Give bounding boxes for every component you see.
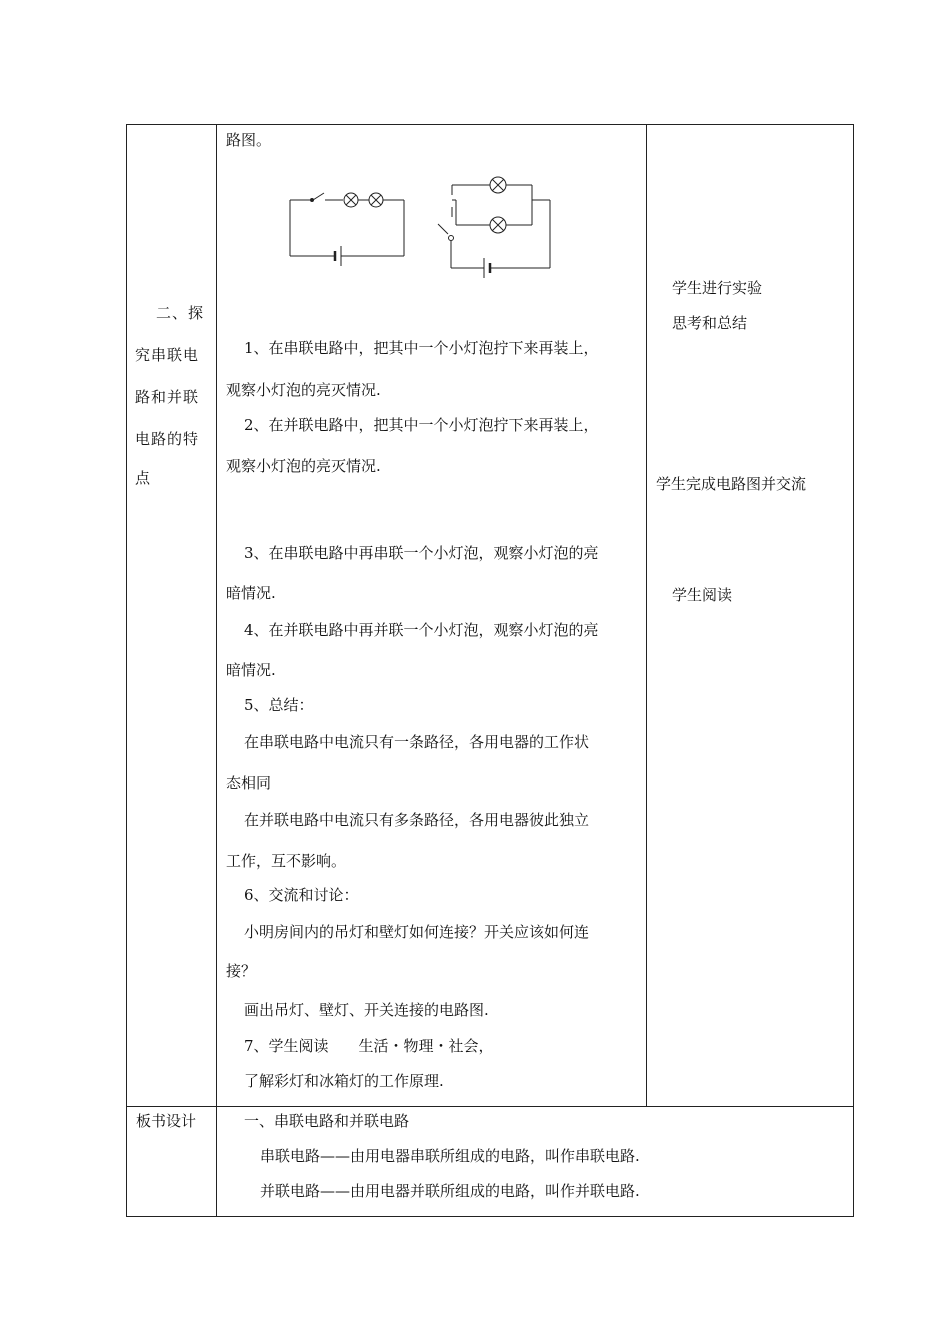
content-line: 画出吊灯、壁灯、开关连接的电路图. — [244, 1001, 489, 1019]
section-label-line: 二、探 — [156, 304, 205, 322]
content-line: 暗情况. — [226, 661, 276, 679]
section-label-line: 电路的特 — [135, 430, 200, 448]
content-line: 了解彩灯和冰箱灯的工作原理. — [244, 1072, 444, 1090]
content-line: 观察小灯泡的亮灭情况. — [226, 457, 381, 475]
board-design-label: 板书设计 — [136, 1112, 197, 1130]
board-line: 一、串联电路和并联电路 — [244, 1112, 410, 1130]
section-label-line: 点 — [135, 469, 152, 487]
board-line: 并联电路——由用电器并联所组成的电路，叫作并联电路. — [260, 1182, 640, 1200]
student-activity-line: 学生完成电路图并交流 — [656, 475, 807, 493]
section-label-line: 究串联电 — [135, 346, 200, 364]
student-activity-line: 学生进行实验 — [672, 279, 763, 297]
table-col-divider-2 — [646, 124, 647, 1107]
table-right-border — [853, 124, 854, 1217]
table-left-border — [126, 124, 127, 1217]
content-line: 3、在串联电路中再串联一个小灯泡，观察小灯泡的亮 — [244, 544, 599, 562]
circuit-diagrams — [280, 172, 580, 282]
content-line: 4、在并联电路中再并联一个小灯泡，观察小灯泡的亮 — [244, 621, 599, 639]
content-line: 7、学生阅读 生活・物理・社会， — [244, 1037, 494, 1055]
parallel-circuit-diagram — [438, 177, 550, 278]
content-line: 工作，互不影响。 — [226, 852, 347, 870]
series-circuit-diagram — [290, 193, 404, 266]
table-top-border — [126, 124, 854, 125]
student-activity-line: 思考和总结 — [672, 314, 748, 332]
content-line: 5、总结： — [244, 696, 314, 714]
content-line: 暗情况. — [226, 584, 276, 602]
content-line: 在串联电路中电流只有一条路径，各用电器的工作状 — [244, 733, 590, 751]
board-line: 串联电路——由用电器串联所组成的电路，叫作串联电路. — [260, 1147, 640, 1165]
table-col-divider-1 — [216, 124, 217, 1217]
table-row-divider — [126, 1106, 854, 1107]
student-activity-line: 学生阅读 — [672, 586, 733, 604]
section-label-line: 路和并联 — [135, 388, 200, 406]
content-line: 6、交流和讨论： — [244, 886, 359, 904]
content-line: 在并联电路中电流只有多条路径，各用电器彼此独立 — [244, 811, 590, 829]
content-line: 观察小灯泡的亮灭情况. — [226, 381, 381, 399]
content-line: 2、在并联电路中，把其中一个小灯泡拧下来再装上， — [244, 416, 599, 434]
table-bottom-border — [126, 1216, 854, 1217]
content-line: 接？ — [226, 962, 257, 980]
content-line: 小明房间内的吊灯和壁灯如何连接？开关应该如何连 — [244, 923, 590, 941]
content-line: 态相同 — [226, 774, 272, 792]
content-line: 1、在串联电路中，把其中一个小灯泡拧下来再装上， — [244, 339, 599, 357]
intro-tail: 路图。 — [226, 131, 272, 149]
